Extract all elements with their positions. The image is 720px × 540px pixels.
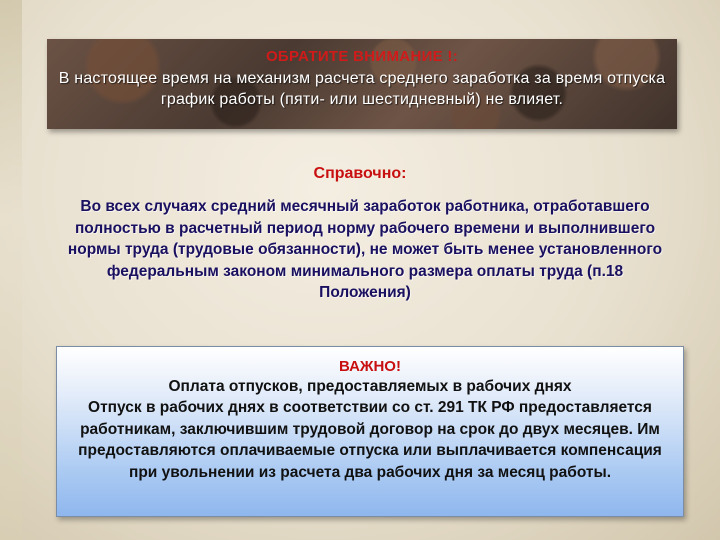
important-box (56, 346, 684, 517)
reference-text: Во всех случаях средний месячный заработок работника, отработавшего полностью в расчетный период норму рабочего времени и выполнившего нормы труда (трудовые обязанности), не может быть менее установленного федеральным законом минимального размера оплаты труда (п.18 Положения) (67, 198, 663, 301)
attention-panel (47, 39, 677, 129)
attention-heading: ОБРАТИТЕ ВНИМАНИЕ !: (265, 48, 459, 65)
attention-text: В настоящее время на механизм расчета среднего заработка за время отпуска график работы (пяти- или шестидневный) не влияет. (58, 70, 666, 108)
decorative-left-strip (0, 0, 22, 540)
important-heading: ВАЖНО! (339, 358, 401, 375)
reference-heading: Справочно: (313, 165, 407, 182)
important-text: Отпуск в рабочих днях в соответствии со ст. 291 ТК РФ предоставляется работникам, заключившим трудовой договор на срок до двух месяцев. Им предоставляются оплачиваемые отпуска или выплачивается компенсация при увольнении из расчета два рабочих дня за месяц работы. (78, 399, 662, 481)
important-subtitle: Оплата отпусков, предоставляемых в рабочих днях (168, 378, 572, 395)
